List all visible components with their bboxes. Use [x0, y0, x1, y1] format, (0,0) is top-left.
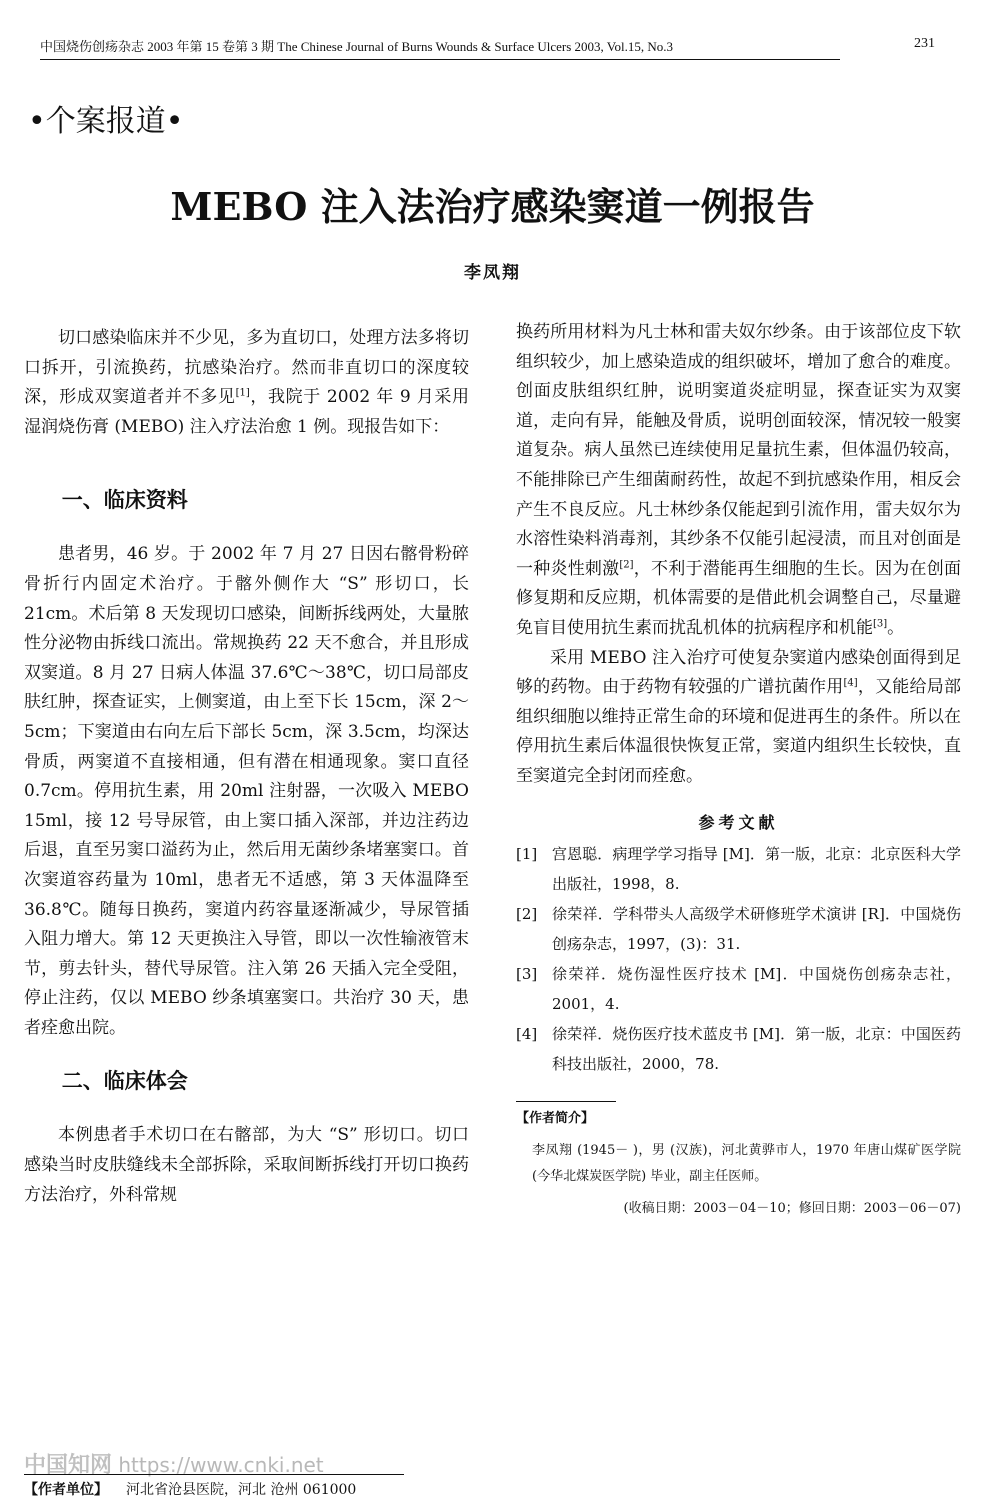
citation: [4]	[843, 677, 858, 689]
page-number: 231	[914, 36, 935, 51]
author-bio-text: 李凤翔 (1945－ )，男 (汉族)，河北黄骅市人，1970 年唐山煤矿医学院 (今华北煤炭医学院) 毕业，副主任医师。	[532, 1142, 961, 1184]
author-bio-heading: 【作者简介】	[516, 1101, 616, 1134]
author-name: 李凤翔	[464, 263, 521, 283]
citation: [2]	[619, 559, 634, 571]
intro-paragraph: 切口感染临床并不少见，多为直切口，处理方法多将切口拆开，引流换药，抗感染治疗。然而非直切口的深度较深，形成双窦道者并不多见[1]，我院于 2002 年 9 月采用湿润烧伤膏 (MEBO) 注入疗法治愈 1 例。现报告如下：	[24, 328, 469, 437]
section1-paragraph: 患者男，46 岁。于 2002 年 7 月 27 日因右髂骨粉碎骨折行内固定术治疗。于髂外侧作大 “S” 形切口，长 21cm。术后第 8 天发现切口感染，间断拆线两处，大量脓性分泌物由拆线口流出。常规换药 22 天不愈合，并且形成双窦道。8 月 27 日病人体温 37.6℃～38℃，切口局部皮肤红肿，探查证实，上侧窦道，由上至下长 15cm，深 2～5cm；下窦道由右向左后下部长 5cm，深 3.5cm，均深达骨质，两窦道不直接相通，但有潜在相通现象。窦口直径 0.7cm。停用抗生素，用 20ml 注射器，一次吸入 MEBO 15ml，接 12 号导尿管，由上窦口插入深部，并边注药边后退，直至另窦口溢药为止，然后用无菌纱条堵塞窦口。首次窦道容药量为 10ml，患者无不适感，第 3 天体温降至 36.8℃。随每日换药，窦道内药容量逐渐减少，导尿管插入阻力增大。第 12 天更换注入导管，即以一次性输液管末节，剪去针头，替代导尿管。注入第 26 天插入完全受阻，停止注药，仅以 MEBO 纱条填塞窦口。共治疗 30 天，患者痊愈出院。	[24, 544, 469, 1038]
cnki-url: https://www.cnki.net	[118, 1453, 324, 1477]
section-heading-1: 一、临床资料	[61, 488, 188, 513]
section2-paragraph-cont: 换药所用材料为凡士林和雷夫奴尔纱条。由于该部位皮下软组织较少，加上感染造成的组织破坏，增加了愈合的难度。创面皮肤组织红肿，说明窦道炎症明显，探查证实为双窦道，走向有异，能触及骨质，说明创面较深，情况较一般窦道复杂。病人虽然已连续使用足量抗生素，但体温仍较高，不能排除已产生细菌耐药性，故起不到抗感染作用，相反会产生不良反应。凡士林纱条仅能起到引流作用，雷夫奴尔为水溶性染料消毒剂，其纱条不仅能引起浸渍，而且对创面是一种炎性刺激[2]，不利于潜能再生细胞的生长。因为在创面修复期和反应期，机体需要的是借此机会调整自己，尽量避免盲目使用抗生素而扰乱机体的抗病程序和机能[3]。	[516, 322, 962, 638]
section2-paragraph-2: 采用 MEBO 注入治疗可使复杂窦道内感染创面得到足够的药物。由于药物有较强的广谱抗菌作用[4]，又能给局部组织细胞以维持正常生命的环境和促进再生的条件。所以在停用抗生素后体温很快恢复正常，窦道内组织生长较快，直至窦道完全封闭而痊愈。	[516, 647, 962, 786]
cnki-brand: 中国知网	[24, 1453, 113, 1478]
citation: [3]	[873, 618, 888, 630]
section2-paragraph-start: 本例患者手术切口在右髂部，为大 “S” 形切口。切口感染当时皮肤缝线未全部拆除，采取间断拆线打开切口换药方法治疗，外科常规	[24, 1125, 469, 1205]
received-dates: (收稿日期：2003－04－10；修回日期：2003－06－07)	[623, 1200, 961, 1216]
left-column	[24, 324, 469, 1210]
reference-item: [4] 徐荣祥．烧伤医疗技术蓝皮书 [M]．第一版，北京：中国医药科技出版社，2000，78.	[516, 1025, 961, 1074]
affiliation-text: 河北省沧县医院，河北 沧州 061000	[126, 1482, 357, 1498]
article-title: MEBO 注入法治疗感染窦道一例报告	[170, 184, 815, 229]
right-column	[516, 318, 961, 1222]
reference-item: [1] 宫恩聪．病理学学习指导 [M]．第一版，北京：北京医科大学出版社，1998，8.	[516, 845, 961, 894]
reference-item: [3] 徐荣祥．烧伤湿性医疗技术 [M]．中国烧伤创疡杂志社，2001，4.	[516, 965, 961, 1014]
affiliation-label: 【作者单位】	[24, 1482, 108, 1498]
section-tag: •个案报道•	[28, 104, 184, 139]
citation: [1]	[235, 387, 250, 399]
running-head: 中国烧伤创疡杂志 2003 年第 15 卷第 3 期 The Chinese Journal of Burns Wounds & Surface Ulcers 2003, Vol.15, No.3	[40, 36, 840, 60]
author-affiliation	[24, 1474, 404, 1499]
section-heading-2: 二、临床体会	[61, 1069, 188, 1094]
references-heading: 参考文献	[698, 812, 779, 832]
reference-item: [2] 徐荣祥．学科带头人高级学术研修班学术演讲 [R]．中国烧伤创疡杂志，1997，(3)：31.	[516, 905, 961, 954]
